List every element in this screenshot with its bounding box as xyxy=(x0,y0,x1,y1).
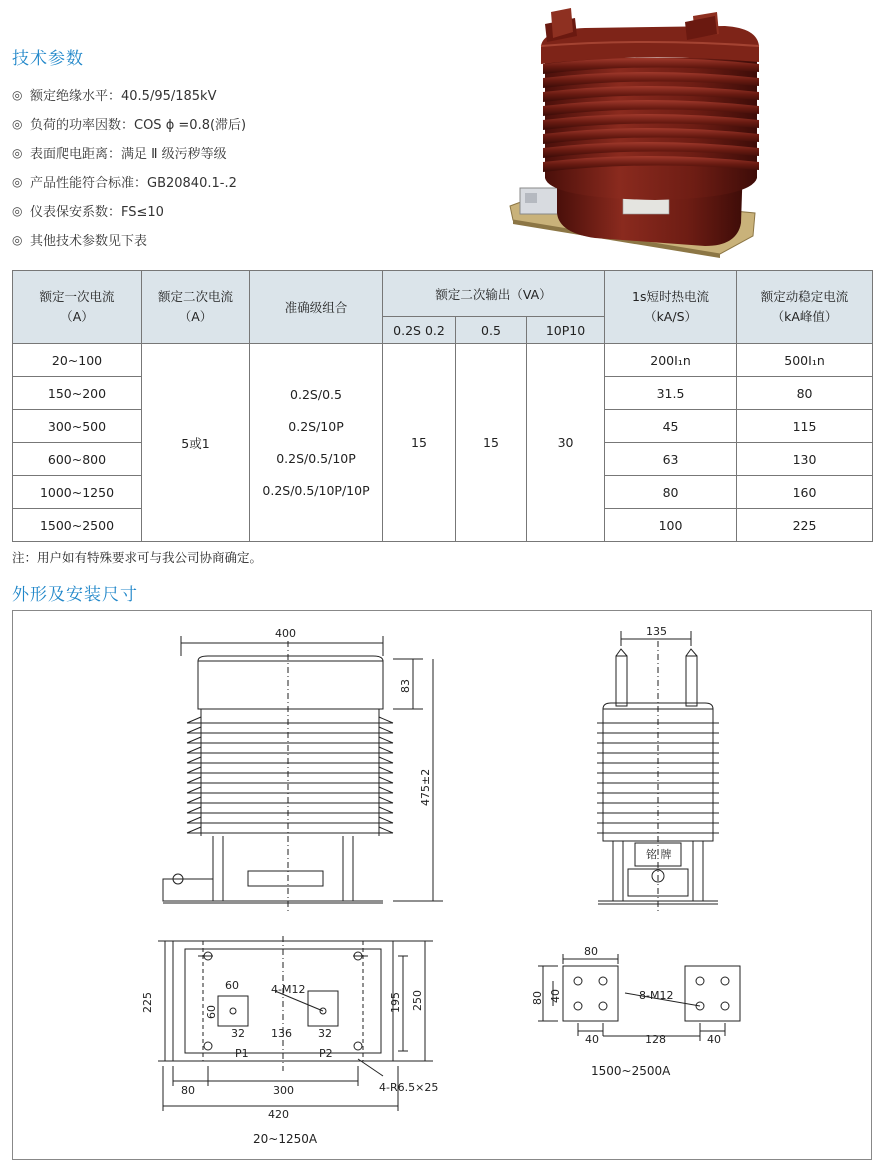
header-dynamic-current: 额定动稳定电流 （kA峰值） xyxy=(737,271,873,344)
dim-big-128: 128 xyxy=(645,1033,666,1046)
header-accuracy: 准确级组合 xyxy=(250,271,383,344)
dim-total-height: 475±2 xyxy=(419,768,432,806)
dim-depth-250: 250 xyxy=(411,990,424,1011)
cell-output-05: 15 xyxy=(456,344,527,542)
cell-thermal: 200I₁n xyxy=(605,344,737,377)
cell-dynamic: 130 xyxy=(737,443,873,476)
insulator-ribs xyxy=(543,58,759,200)
spec-item: ◎ 额定绝缘水平：40.5/95/185kV xyxy=(12,87,217,104)
product-photo xyxy=(505,8,767,258)
dim-big-40a: 40 xyxy=(549,989,562,1003)
cell-accuracy: 0.2S/0.5 0.2S/10P 0.2S/0.5/10P 0.2S/0.5/10P/10P xyxy=(250,344,383,542)
dimension-drawing xyxy=(12,610,872,1160)
bullet-icon: ◎ xyxy=(12,174,23,189)
footnote: 注：用户如有特殊要求可与我公司协商确定。 xyxy=(12,550,263,565)
dim-terminal-60a: 60 xyxy=(225,979,239,992)
cell-primary: 1000~1250 xyxy=(13,476,142,509)
cell-primary: 150~200 xyxy=(13,377,142,410)
dim-base-depth: 225 xyxy=(141,992,154,1013)
dim-front-width: 400 xyxy=(275,627,296,640)
cell-dynamic: 115 xyxy=(737,410,873,443)
cell-thermal: 63 xyxy=(605,443,737,476)
front-ribs xyxy=(187,717,393,833)
header-primary-current: 额定一次电流 （A） xyxy=(13,271,142,344)
bolt-4m12-label: 4-M12 xyxy=(271,983,306,996)
dim-big-40c: 40 xyxy=(707,1033,721,1046)
nameplate-label: 铭 牌 xyxy=(646,848,672,861)
terminal-p1-label: P1 xyxy=(235,1047,249,1060)
cell-secondary: 5或1 xyxy=(142,344,250,542)
cell-thermal: 100 xyxy=(605,509,737,542)
bolt-8m12-label: 8-M12 xyxy=(639,989,674,1002)
dim-terminal-32a: 32 xyxy=(231,1027,245,1040)
dim-terminal-60b: 60 xyxy=(205,1005,218,1019)
spec-item: ◎ 其他技术参数见下表 xyxy=(12,232,148,249)
header-thermal-current: 1s短时热电流 （kA/S） xyxy=(605,271,737,344)
cell-primary: 1500~2500 xyxy=(13,509,142,542)
dim-depth-195: 195 xyxy=(389,992,402,1013)
bullet-icon: ◎ xyxy=(12,87,23,102)
cell-thermal: 80 xyxy=(605,476,737,509)
header-output-10p10: 10P10 xyxy=(527,317,605,344)
side-ribs xyxy=(597,723,719,833)
caption-small-range: 20~1250A xyxy=(253,1132,318,1146)
bullet-icon: ◎ xyxy=(12,232,23,247)
tech-params-title: 技术参数 xyxy=(12,49,84,69)
cell-primary: 300~500 xyxy=(13,410,142,443)
outline-dims-title: 外形及安装尺寸 xyxy=(12,585,138,605)
cell-dynamic: 80 xyxy=(737,377,873,410)
cell-output-02s: 15 xyxy=(383,344,456,542)
bullet-icon: ◎ xyxy=(12,116,23,131)
spec-item: ◎ 表面爬电距离：满足 Ⅱ 级污秽等级 xyxy=(12,145,227,162)
spec-item: ◎ 负荷的功率因数：COS ϕ =0.8(滞后) xyxy=(12,116,247,133)
bullet-icon: ◎ xyxy=(12,145,23,160)
holes-label: 4-R6.5×25 xyxy=(379,1081,439,1094)
dim-terminal-136: 136 xyxy=(271,1027,292,1040)
header-secondary-output: 额定二次输出（VA） xyxy=(383,271,605,317)
header-output-02s: 0.2S 0.2 xyxy=(383,317,456,344)
cell-thermal: 31.5 xyxy=(605,377,737,410)
dim-terminal-32b: 32 xyxy=(318,1027,332,1040)
spec-item: ◎ 仪表保安系数：FS≤10 xyxy=(12,203,164,220)
header-secondary-current: 额定二次电流 （A） xyxy=(142,271,250,344)
cell-dynamic: 160 xyxy=(737,476,873,509)
terminal-p2-label: P2 xyxy=(319,1047,333,1060)
cell-dynamic: 500I₁n xyxy=(737,344,873,377)
dim-big-80a: 80 xyxy=(584,945,598,958)
dim-base-80: 80 xyxy=(181,1084,195,1097)
header-output-05: 0.5 xyxy=(456,317,527,344)
spec-list xyxy=(12,80,246,254)
drawing-canvas xyxy=(13,611,873,1161)
front-view xyxy=(163,636,443,911)
table-row xyxy=(13,344,873,377)
parameter-table xyxy=(12,270,873,542)
dim-top-height: 83 xyxy=(399,679,412,693)
cell-output-10p10: 30 xyxy=(527,344,605,542)
dim-base-420: 420 xyxy=(268,1108,289,1121)
spec-item: ◎ 产品性能符合标准：GB20840.1-.2 xyxy=(12,174,237,191)
cell-primary: 600~800 xyxy=(13,443,142,476)
caption-large-range: 1500~2500A xyxy=(591,1064,671,1078)
cell-primary: 20~100 xyxy=(13,344,142,377)
dim-side-width: 135 xyxy=(646,625,667,638)
bullet-icon: ◎ xyxy=(12,203,23,218)
dim-big-80b: 80 xyxy=(531,991,544,1005)
dim-big-40b: 40 xyxy=(585,1033,599,1046)
cell-thermal: 45 xyxy=(605,410,737,443)
side-view xyxy=(597,631,719,911)
cell-dynamic: 225 xyxy=(737,509,873,542)
dim-base-300: 300 xyxy=(273,1084,294,1097)
